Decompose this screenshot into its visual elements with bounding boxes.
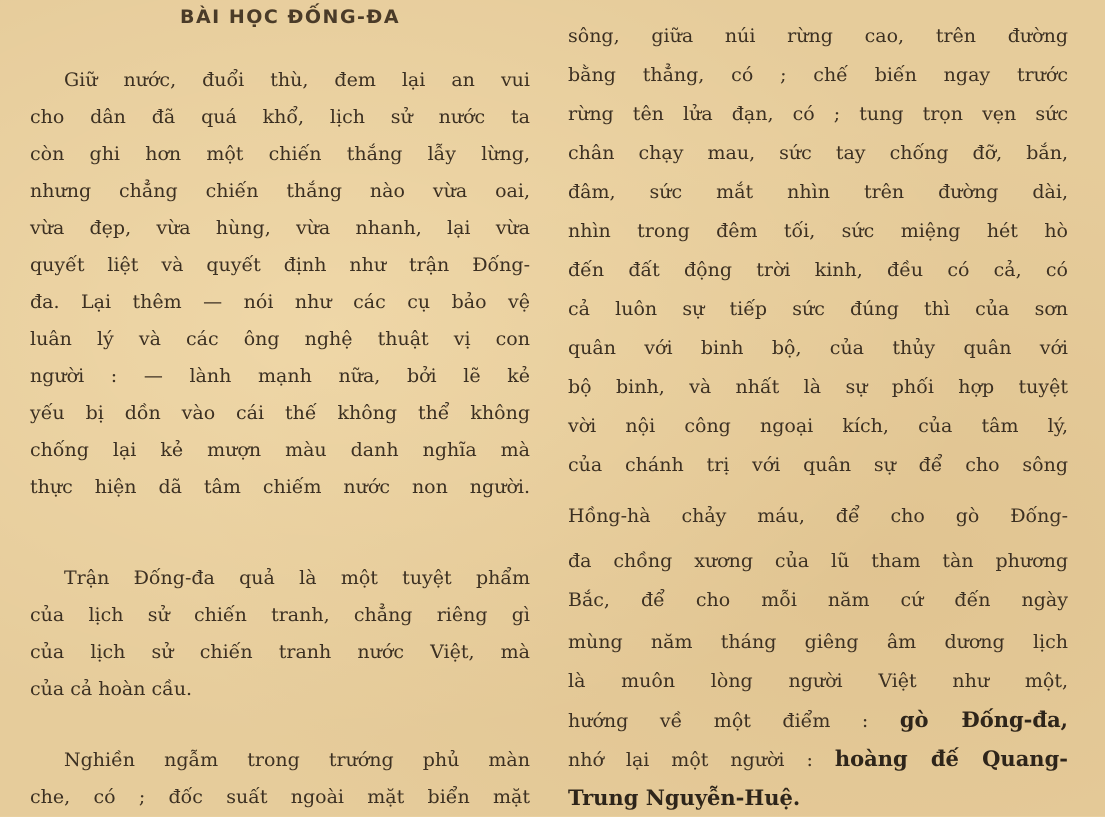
text-line: che, có ; đốc suất ngoài mặt biển mặt — [30, 786, 530, 808]
text-line — [568, 780, 1068, 816]
text-segment: hướng về một điểm : — [568, 710, 900, 732]
text-line: thực hiện dã tâm chiếm nước non người. — [30, 476, 530, 498]
article-title: BÀI HỌC ĐỐNG-ĐA — [180, 6, 401, 28]
text-line: yếu bị dồn vào cái thế không thể không — [30, 402, 530, 424]
text-line: bằng thẳng, có ; chế biến ngay trước — [568, 64, 1068, 86]
text-line: đâm, sức mắt nhìn trên đường dài, — [568, 181, 1068, 203]
text-line: đến đất động trời kinh, đều có cả, có — [568, 259, 1068, 281]
text-line: người : — lành mạnh nữa, bởi lẽ kẻ — [30, 365, 530, 387]
text-line: đa. Lại thêm — nói như các cụ bảo vệ — [30, 291, 530, 313]
text-line — [568, 741, 1068, 777]
text-line: luân lý và các ông nghệ thuật vị con — [30, 328, 530, 350]
text-line: vừa đẹp, vừa hùng, vừa nhanh, lại vừa — [30, 217, 530, 239]
text-line: là muôn lòng người Việt như một, — [568, 670, 1068, 692]
text-line — [568, 702, 1068, 738]
text-line: của lịch sử chiến tranh, chẳng riêng gì — [30, 604, 530, 626]
text-line: Bắc, để cho mỗi năm cứ đến ngày — [568, 589, 1068, 611]
text-line: nhìn trong đêm tối, sức miệng hét hò — [568, 220, 1068, 242]
text-line: còn ghi hơn một chiến thắng lẫy lừng, — [30, 143, 530, 165]
text-line: Hồng-hà chảy máu, để cho gò Đống- — [568, 505, 1068, 527]
text-line: của cả hoàn cầu. — [30, 678, 193, 700]
text-segment: nhớ lại một người : — [568, 749, 835, 771]
emphasis-text: hoàng đế Quang- — [834, 746, 1068, 771]
text-line: của lịch sử chiến tranh nước Việt, mà — [30, 641, 530, 663]
text-line: quyết liệt và quyết định như trận Đống- — [30, 254, 530, 276]
text-line: nhưng chẳng chiến thắng nào vừa oai, — [30, 180, 530, 202]
text-line: rừng tên lửa đạn, có ; tung trọn vẹn sức — [568, 103, 1068, 125]
text-line: đa chồng xương của lũ tham tàn phương — [568, 550, 1068, 572]
emphasis-text: gò Đống-đa, — [899, 707, 1068, 732]
text-line: chân chạy mau, sức tay chống đỡ, bắn, — [568, 142, 1068, 164]
text-line: bộ binh, và nhất là sự phối hợp tuyệt — [568, 376, 1068, 398]
text-line: Nghiền ngẫm trong trướng phủ màn — [64, 749, 530, 771]
text-line: quân với binh bộ, của thủy quân với — [568, 337, 1068, 359]
text-line: cho dân đã quá khổ, lịch sử nước ta — [30, 106, 530, 128]
text-line: Trận Đống-đa quả là một tuyệt phẩm — [64, 567, 530, 589]
text-line: vời nội công ngoại kích, của tâm lý, — [568, 415, 1068, 437]
text-line: của chánh trị với quân sự để cho sông — [568, 454, 1068, 476]
text-line: sông, giữa núi rừng cao, trên đường — [568, 25, 1068, 47]
emphasis-text: Trung Nguyễn-Huệ. — [568, 785, 801, 810]
text-line: chống lại kẻ mượn màu danh nghĩa mà — [30, 439, 530, 461]
text-line: cả luôn sự tiếp sức đúng thì của sơn — [568, 298, 1068, 320]
text-line: Giữ nước, đuổi thù, đem lại an vui — [64, 69, 530, 91]
text-line: mùng năm tháng giêng âm dương lịch — [568, 631, 1068, 653]
